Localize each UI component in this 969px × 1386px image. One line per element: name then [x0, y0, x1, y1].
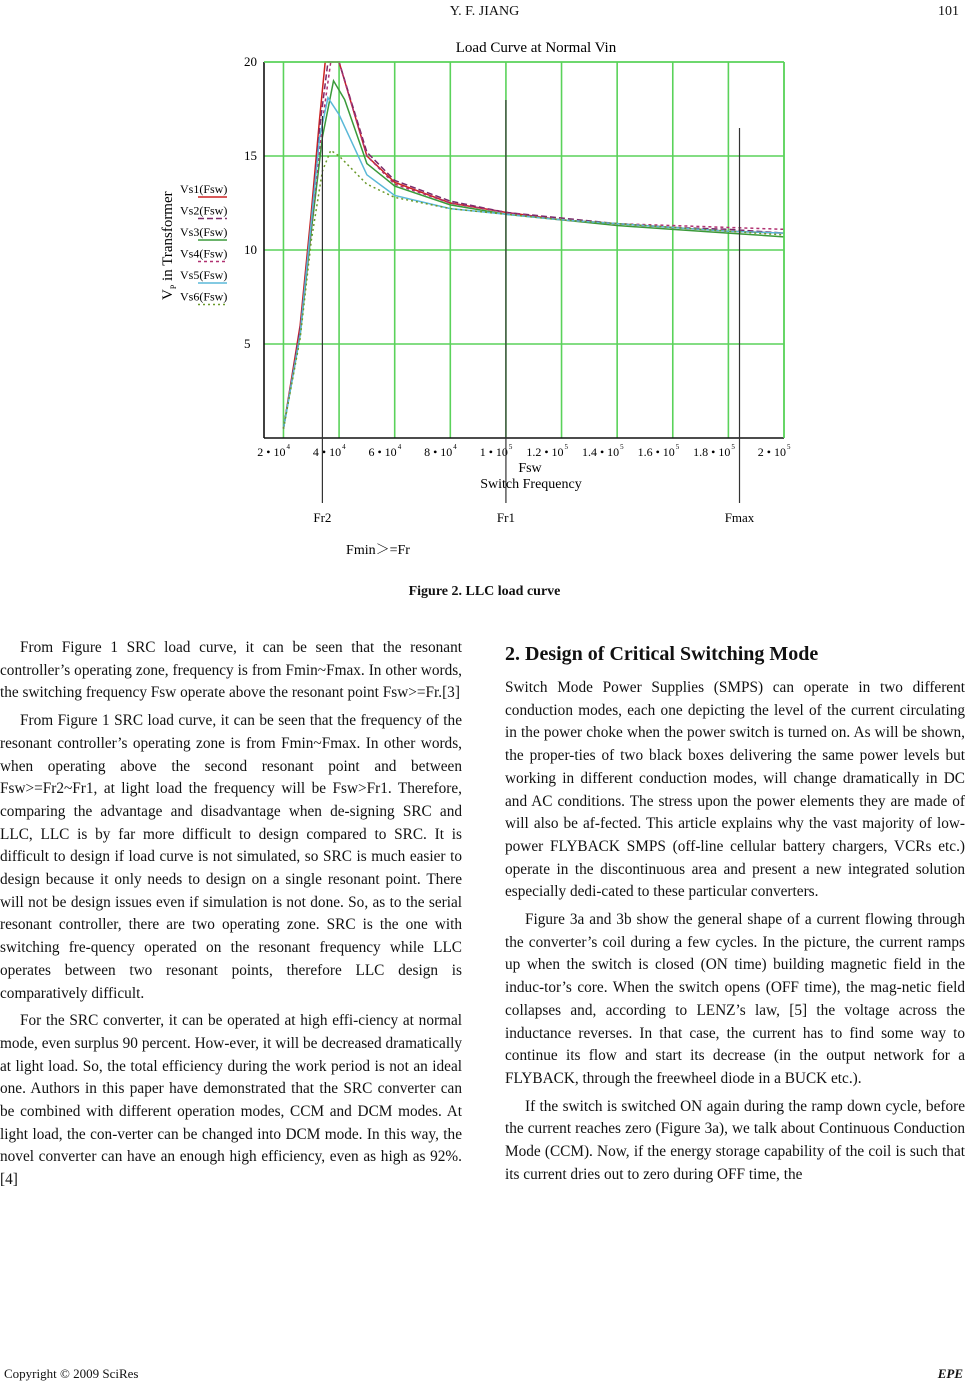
x-tick-exponent: 5 [787, 443, 791, 451]
body-paragraph: If the switch is switched ON again during the ramp down cycle, before the current reaches zero (Figure 3a), we talk about Continuous Conduction Mode (CCM). Now, if the energy storage capability of the coil is such that its current dries out to zero during OFF time, the [505, 1097, 965, 1183]
copyright-footer: Copyright © 2009 SciRes [4, 1366, 139, 1381]
chart-grid [264, 62, 784, 438]
series-line [283, 62, 784, 429]
chart-legend [180, 182, 227, 305]
marker-label: Fmax [724, 510, 755, 525]
y-tick-label: 20 [244, 54, 257, 69]
y-tick-label: 15 [244, 148, 257, 163]
x-tick-exponent: 5 [508, 443, 513, 451]
x-tick-label: 1.4 • 10 [581, 445, 620, 459]
section-heading: 2. Design of Critical Switching Mode [505, 643, 819, 665]
x-tick-exponent: 5 [731, 443, 735, 451]
y-tick-label: 5 [244, 336, 251, 351]
x-tick-label: 4 • 10 [312, 445, 342, 459]
body-paragraph: Figure 3a and 3b show the general shape of a current flowing through the converter’s coil during a few cycles. In the picture, the current ramps up when the switch is closed (ON time) building magnetic field in the induc-tor’s core. When the switch opens (OFF time), the mag-netic field collapses and, according to LENZ’s law, [5] the voltage across the inductance reverses. In that case, the current has to find some way to continue its flow and start its decrease (in the output network for a FLYBACK, through the freewheel diode in a BUCK etc.). [505, 911, 965, 1087]
legend-label: Vs5(Fsw) [180, 268, 228, 282]
legend-label: Vs6(Fsw) [180, 289, 228, 304]
x-tick-exponent: 5 [675, 443, 680, 451]
legend-label: Vs4(Fsw) [180, 246, 228, 261]
body-paragraph: From Figure 1 SRC load curve, it can be seen that the frequency of the resonant controller’s operating zone is from Fmin~Fmax. In other words, when operating above the second resonant point and between Fsw>=Fr2~Fr1, at light load the frequency will be Fsw>Fr1. Therefore, comparing the advantage and disadvantage when de-signing SRC and LLC, LLC is by far more difficult to design compared to SRC. It is difficult to design if load curve is not simulated, so SRC is much easier to design because it only needs to design on a single resonant point. There will not be design issues even if simulation is not done. So, as to the serial resonant controller, there are two operating zone. SRC is the one with switching fre-quency operated on the resonant frequency while LLC operates between two resonant points, therefore LLC design is comparatively difficult. [0, 712, 462, 1002]
x-tick-label: 2 • 10 [257, 445, 286, 459]
legend-label: Vs1(Fsw) [180, 182, 228, 196]
legend-label: Vs2(Fsw) [180, 203, 228, 218]
marker-label: Fr2 [313, 510, 332, 525]
x-tick-exponent: 4 [453, 443, 457, 451]
x-tick-exponent: 5 [620, 443, 624, 451]
x-tick-label: 1.8 • 10 [693, 445, 731, 459]
x-tick-label: 8 • 10 [424, 445, 453, 459]
x-axis-caption: Switch Frequency [480, 477, 582, 492]
figure-caption: Figure 2. LLC load curve [408, 584, 561, 599]
chart-title: Load Curve at Normal Vin [455, 40, 617, 56]
running-header-author: Y. F. JIANG [449, 4, 520, 19]
y-axis-label: $V_P$ in Transformer [160, 191, 178, 300]
x-tick-exponent: 4 [397, 443, 402, 451]
y-tick-label: 10 [244, 242, 257, 257]
right-column [505, 637, 965, 1191]
left-column [0, 637, 462, 1197]
body-paragraph: For the SRC converter, it can be operated at high effi-ciency at normal mode, even surplus 90 percent. How-ever, it will be decreased dramatically at light load. So, the total efficiency during the work period is not an ideal one. Authors in this paper have demonstrated that the SRC converter can be combined with different operation modes, CCM and DCM modes. At light load, the con-verter can be changed into DCM mode. In this way, the novel converter can have an enough high efficiency, even as high as 92%. [4] [0, 1012, 462, 1189]
x-axis-label: Fsw [518, 461, 542, 476]
chart-labels [160, 40, 791, 492]
series-line [283, 81, 784, 429]
load-curve-figure [0, 0, 969, 575]
fmin-note: Fmin＞=Fr [346, 543, 410, 558]
series-line [283, 62, 784, 429]
x-tick-exponent: 4 [286, 443, 290, 451]
marker-label: Fr1 [496, 510, 515, 525]
x-tick-label: 6 • 10 [368, 445, 397, 459]
x-tick-label: 1 • 10 [479, 445, 508, 459]
body-paragraph: Switch Mode Power Supplies (SMPS) can operate in two different conduction modes, each one depicting the level of the current circulating in the power choke when the power switch is turned on. As will be shown, the proper-ties of two black boxes delivering the same power levels but working in different conduction modes, will change dramatically in DC and AC conditions. The stress upon the power elements they are made of will also be af-fected. This article explains why the vast majority of low-power FLYBACK SMPS (off-line cellular battery chargers, VCRs etc.) operate in the discontinuous area and present a new integrated solution especially dedi-cated to these particular converters. [505, 679, 965, 901]
chart-series [283, 62, 784, 429]
series-line [283, 150, 784, 428]
series-line [283, 98, 784, 429]
journal-name: EPE [937, 1366, 963, 1381]
legend-label: Vs3(Fsw) [180, 225, 228, 239]
page-number: 101 [938, 4, 959, 19]
x-tick-label: 1.6 • 10 [637, 445, 675, 459]
x-tick-label: 1.2 • 10 [526, 445, 564, 459]
series-line [283, 62, 784, 429]
x-tick-label: 2 • 10 [757, 445, 786, 459]
body-paragraph: From Figure 1 SRC load curve, it can be seen that the resonant controller’s operating zone, frequency is from Fmin~Fmax. In other words, the switching frequency Fsw operate above the resonant point Fsw>=Fr.[3] [0, 639, 462, 702]
x-tick-exponent: 4 [342, 443, 346, 451]
x-tick-exponent: 5 [564, 443, 569, 451]
